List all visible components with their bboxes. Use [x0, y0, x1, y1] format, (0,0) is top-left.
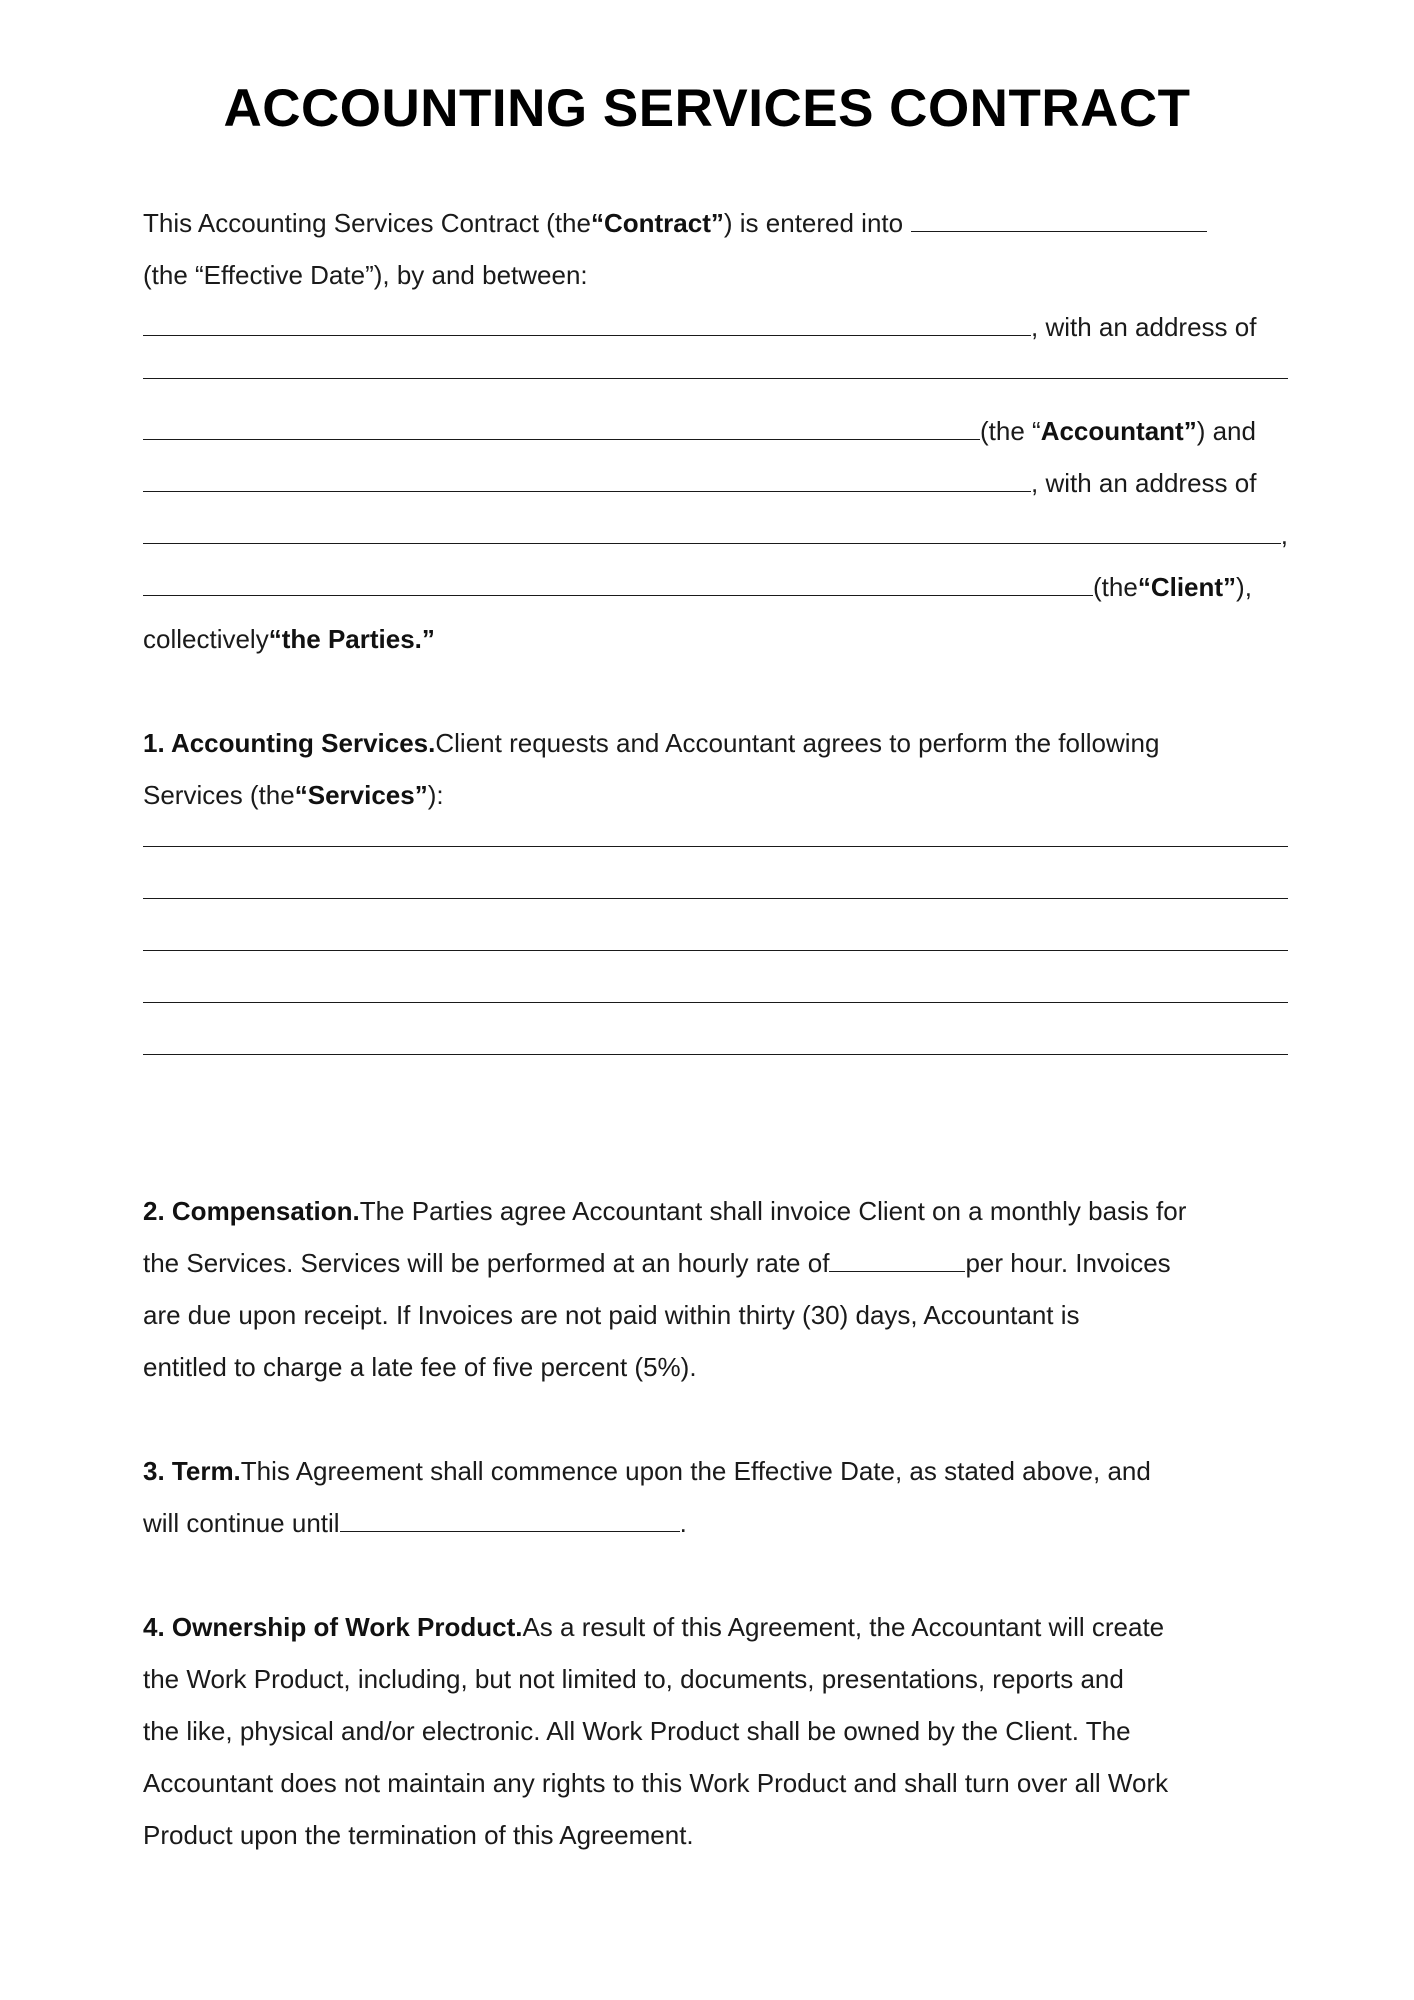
section-text: per hour. Invoices	[965, 1248, 1171, 1278]
client-address-blank-1[interactable]	[143, 518, 1281, 544]
document-title: ACCOUNTING SERVICES CONTRACT	[223, 79, 1191, 138]
section-4-line-3	[143, 1705, 1288, 1757]
services-line-1	[143, 821, 1288, 873]
section-text: the like, physical and/or electronic. All Work Product shall be owned by the Client. The	[143, 1716, 1131, 1746]
contract-term: “Contract”	[590, 208, 724, 238]
services-blank-1[interactable]	[143, 821, 1288, 847]
section-text: will continue until	[143, 1508, 340, 1538]
intro-text: , with an address of	[1031, 312, 1257, 342]
section-text: This Agreement shall commence upon the Effective Date, as stated above, and	[240, 1456, 1151, 1486]
section-4-line-1	[143, 1601, 1288, 1653]
section-text: The Parties agree Accountant shall invoice Client on a monthly basis for	[359, 1196, 1187, 1226]
section-2-line-3	[143, 1289, 1288, 1341]
accountant-address-line-2	[143, 405, 1288, 457]
services-blank-4[interactable]	[143, 977, 1288, 1003]
client-address-line-1	[143, 509, 1288, 561]
section-text: Product upon the termination of this Agreement.	[143, 1820, 694, 1850]
services-line-3	[143, 925, 1288, 977]
accountant-name-line	[143, 301, 1288, 353]
services-line-5	[143, 1029, 1288, 1081]
services-line-2	[143, 873, 1288, 925]
intro-text: ) and	[1196, 416, 1256, 446]
comma: ,	[1280, 520, 1288, 550]
intro-line-2	[143, 249, 1288, 301]
section-2-line-4	[143, 1341, 1288, 1393]
term-end-blank[interactable]	[340, 1506, 680, 1532]
section-text: are due upon receipt. If Invoices are not paid within thirty (30) days, Accountant is	[143, 1300, 1080, 1330]
section-4-line-5	[143, 1809, 1288, 1861]
section-text: As a result of this Agreement, the Accountant will create	[522, 1612, 1165, 1642]
section-text: Accountant does not maintain any rights to this Work Product and shall turn over all Work	[143, 1768, 1169, 1798]
section-1-heading: 1. Accounting Services.	[143, 728, 436, 758]
parties-term: “the Parties.”	[268, 624, 435, 654]
intro-text: (the	[1093, 572, 1138, 602]
client-name-blank[interactable]	[143, 466, 1031, 492]
services-blank-3[interactable]	[143, 925, 1288, 951]
accountant-term: Accountant”	[1040, 416, 1197, 446]
section-text: Services (the	[143, 780, 295, 810]
intro-text: , with an address of	[1031, 468, 1257, 498]
intro-text: ) is entered into	[723, 208, 904, 238]
section-1-line-1	[143, 717, 1288, 769]
intro-line-1	[143, 197, 1288, 249]
section-3-line-2	[143, 1497, 1288, 1549]
intro-text: (the “Effective Date”), by and between:	[143, 260, 588, 290]
services-line-4	[143, 977, 1288, 1029]
client-address-blank-2[interactable]	[143, 570, 1093, 596]
intro-text: (the “	[980, 416, 1041, 446]
period: .	[679, 1508, 687, 1538]
parties-line	[143, 613, 1288, 665]
section-text: ):	[427, 780, 444, 810]
section-2-heading: 2. Compensation.	[143, 1196, 360, 1226]
section-2-line-2	[143, 1237, 1288, 1289]
intro-text: This Accounting Services Contract (the	[143, 208, 591, 238]
accountant-name-blank[interactable]	[143, 310, 1031, 336]
document-body	[143, 197, 1288, 1861]
section-4-line-2	[143, 1653, 1288, 1705]
hourly-rate-blank[interactable]	[829, 1246, 965, 1272]
section-3-heading: 3. Term.	[143, 1456, 241, 1486]
section-4-heading: 4. Ownership of Work Product.	[143, 1612, 523, 1642]
section-3-line-1	[143, 1445, 1288, 1497]
section-2-line-1	[143, 1185, 1288, 1237]
client-name-line	[143, 457, 1288, 509]
services-blank-5[interactable]	[143, 1029, 1288, 1055]
services-term: “Services”	[294, 780, 428, 810]
section-text: Client requests and Accountant agrees to perform the following	[435, 728, 1160, 758]
accountant-address-blank-2[interactable]	[143, 414, 980, 440]
client-term: “Client”	[1137, 572, 1237, 602]
services-blank-2[interactable]	[143, 873, 1288, 899]
section-text: the Work Product, including, but not limited to, documents, presentations, reports and	[143, 1664, 1124, 1694]
intro-text: collectively	[143, 624, 269, 654]
effective-date-blank[interactable]	[911, 206, 1207, 232]
accountant-address-blank-1[interactable]	[143, 353, 1288, 379]
section-text: entitled to charge a late fee of five percent (5%).	[143, 1352, 697, 1382]
accountant-address-line-1	[143, 353, 1288, 405]
section-1-line-2	[143, 769, 1288, 821]
intro-text: ),	[1236, 572, 1252, 602]
section-4-line-4	[143, 1757, 1288, 1809]
client-address-line-2	[143, 561, 1288, 613]
section-text: the Services. Services will be performed at an hourly rate of	[143, 1248, 830, 1278]
